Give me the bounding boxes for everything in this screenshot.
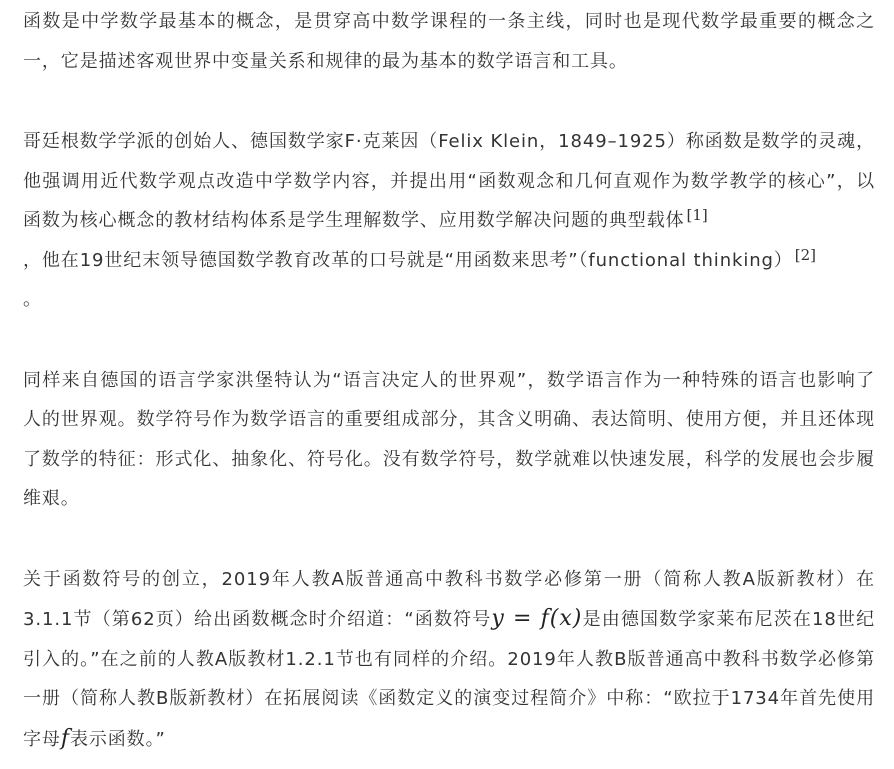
paragraph-klein bbox=[23, 122, 875, 320]
paragraph-text: 。 bbox=[23, 289, 42, 310]
math-symbol-f: f bbox=[60, 725, 70, 751]
paragraph-function-notation bbox=[23, 560, 875, 760]
paragraph-text: 同样来自德国的语言学家洪堡特认为“语言决定人的世界观”，数学语言作为一种特殊的语言也影响了人的世界观。数学符号作为数学语言的重要组成部分，其含义明确、表达简明、使用方便，并且还体现了数学的特征：形式化、抽象化、符号化。没有数学符号，数学就难以快速发展，科学的发展也会步履维艰。 bbox=[23, 369, 875, 509]
paragraph-text: 表示函数。” bbox=[69, 728, 166, 750]
article-body bbox=[23, 2, 875, 759]
paragraph-text: 是由德国数学家莱布尼茨在18世纪引入的。”在之前的人教A版教材1.2.1节也有同样的介绍。2019年人教B版普通高中教科书数学必修第一册（简称人教B版新教材）在拓展阅读《函数定义的演变过程简介》中称：“欧拉于1734年首先使用字母 bbox=[23, 609, 875, 750]
citation-ref-2[interactable]: [2] bbox=[794, 245, 817, 264]
math-formula-y-equals-f-x: y = f(x) bbox=[491, 606, 583, 631]
paragraph-function-concept bbox=[23, 2, 875, 81]
paragraph-text: 函数是中学数学最基本的概念，是贯穿高中数学课程的一条主线，同时也是现代数学最重要的概念之一，它是描述客观世界中变量关系和规律的最为基本的数学语言和工具。 bbox=[23, 11, 875, 72]
paragraph-text: 哥廷根数学学派的创始人、德国数学家F·克莱因（Felix Klein，1849–1925）称函数是数学的灵魂，他强调用近代数学观点改造中学数学内容，并提出用“函数观念和几何直观作为数学教学的核心”，以函数为核心概念的教材结构体系是学生理解数学、应用数学解决问题的典型载体 bbox=[23, 131, 875, 231]
citation-ref-1[interactable]: [1] bbox=[686, 206, 708, 224]
paragraph-text: ，他在19世纪末领导德国数学教育改革的口号就是“用函数来思考”（functional thinking） bbox=[23, 249, 793, 271]
paragraph-humboldt bbox=[23, 361, 875, 519]
paragraph-text: 关于函数符号的创立，2019年人教A版普通高中教科书数学必修第一册（简称人教A版新教材）在3.1.1节（第62页）给出函数概念时介绍道：“函数符号 bbox=[23, 568, 875, 630]
